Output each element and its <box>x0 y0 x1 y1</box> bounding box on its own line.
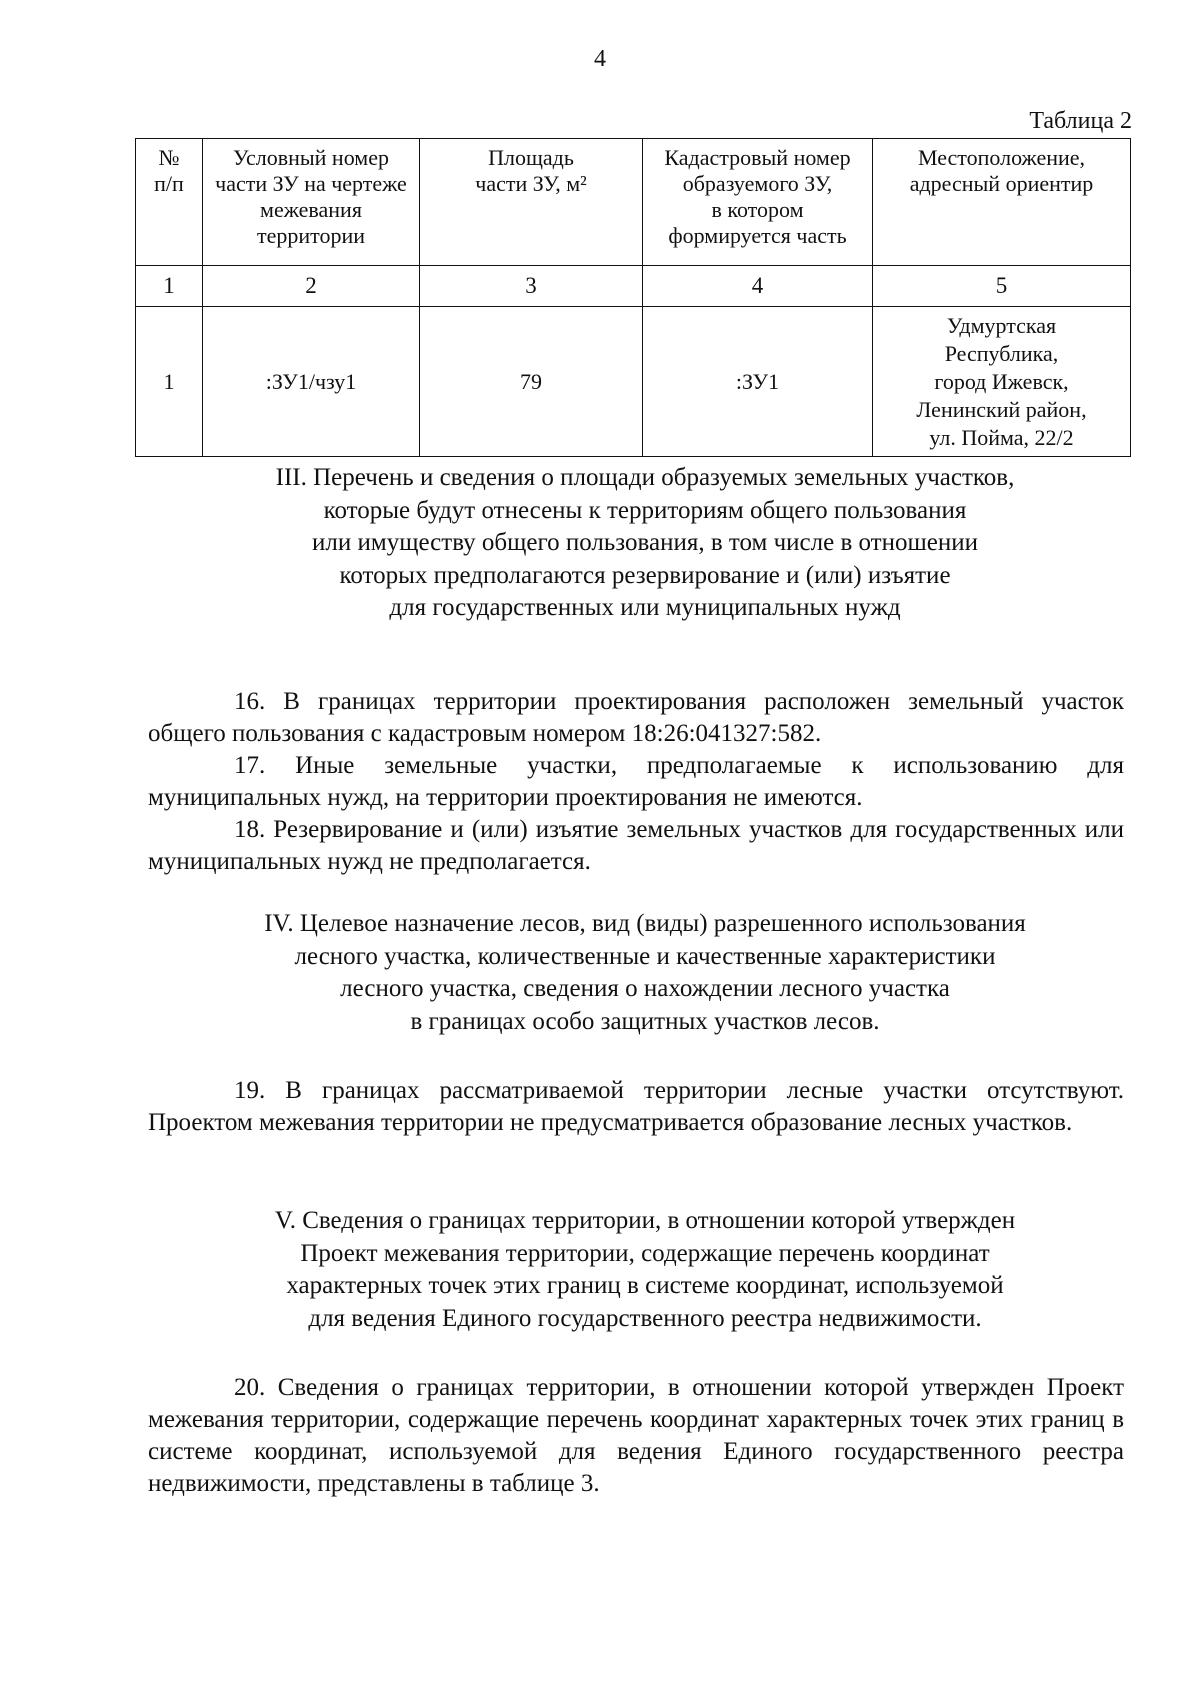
heading-line: для государственных или муниципальных нужд <box>389 594 901 621</box>
heading-line: V. Сведения о границах территории, в отношении которой утвержден <box>274 1207 1016 1234</box>
cell-cadastral: :ЗУ1 <box>643 307 873 457</box>
heading-line: в границах особо защитных участков лесов. <box>410 1007 880 1035</box>
paragraph-16: 16. В границах территории проектирования расположен земельный участок общего пользования с кадастровым номером 18:26:041327:582. <box>148 688 1124 747</box>
column-number: 2 <box>203 266 420 307</box>
parcel-parts-table <box>135 138 1131 457</box>
column-number: 1 <box>136 266 203 307</box>
cell-number: 1 <box>136 307 203 457</box>
section-5-heading <box>150 1205 1140 1335</box>
table-row <box>136 307 1131 457</box>
header-cadastral <box>643 139 873 266</box>
header-location-label: Местоположение, адресный ориентир <box>909 145 1094 196</box>
heading-line: или имуществу общего пользования, в том числе в отношении <box>312 529 978 556</box>
heading-line: для ведения Единого государственного реестра недвижимости. <box>308 1304 982 1332</box>
heading-line: IV. Целевое назначение лесов, вид (виды) разрешенного использования <box>264 910 1026 937</box>
heading-line: лесного участка, сведения о нахождении лесного участка <box>340 975 950 1002</box>
header-area <box>420 139 643 266</box>
header-part-number-label: Условный номер части ЗУ на чертеже межевания территории <box>215 145 407 248</box>
paragraph-20: 20. Сведения о границах территории, в отношении которой утвержден Проект межевания территории, содержащие перечень координат характерных точек этих границ в системе координат, используемой для ведения Единого государственного реестра недвижимости, представлены в таблице 3. <box>148 1374 1124 1497</box>
heading-line: которые будут отнесены к территориям общего пользования <box>323 496 967 524</box>
section-3-heading <box>150 462 1140 625</box>
paragraph-17: 17. Иные земельные участки, предполагаемые к использованию для муниципальных нужд, на территории проектирования не имеются. <box>148 752 1124 811</box>
header-number-label: № п/п <box>154 145 184 196</box>
column-number: 4 <box>643 266 873 307</box>
paragraph-19: 19. В границах рассматриваемой территории лесные участки отсутствуют. Проектом межевания территории не предусматривается образование лесных участков. <box>148 1077 1124 1136</box>
column-number: 5 <box>873 266 1131 307</box>
cell-part-number: :ЗУ1/чзу1 <box>203 307 420 457</box>
page-number: 4 <box>594 46 606 72</box>
table-header-row <box>136 139 1131 266</box>
cell-location: Удмуртская Республика, город Ижевск, Ленинский район, ул. Пойма, 22/2 <box>873 307 1131 457</box>
column-number-row <box>136 266 1131 307</box>
cell-area: 79 <box>420 307 643 457</box>
heading-line: характерных точек этих границ в системе координат, используемой <box>286 1272 1004 1299</box>
section-4-heading <box>150 908 1140 1038</box>
heading-line: лесного участка, количественные и качественные характеристики <box>294 942 996 970</box>
header-area-label: Площадь части ЗУ, м² <box>475 145 587 196</box>
paragraph-18: 18. Резервирование и (или) изъятие земельных участков для государственных или муниципальных нужд не предполагается. <box>148 816 1124 875</box>
header-cadastral-label: Кадастровый номер образуемого ЗУ, в котором формируется часть <box>664 145 851 248</box>
header-number <box>136 139 203 266</box>
column-number: 3 <box>420 266 643 307</box>
table-caption: Таблица 2 <box>1029 108 1132 134</box>
heading-line: которых предполагаются резервирование и (или) изъятие <box>339 561 951 589</box>
heading-line: Проект межевания территории, содержащие перечень координат <box>300 1239 990 1267</box>
header-location <box>873 139 1131 266</box>
heading-line: III. Перечень и сведения о площади образуемых земельных участков, <box>275 464 1015 491</box>
header-part-number <box>203 139 420 266</box>
